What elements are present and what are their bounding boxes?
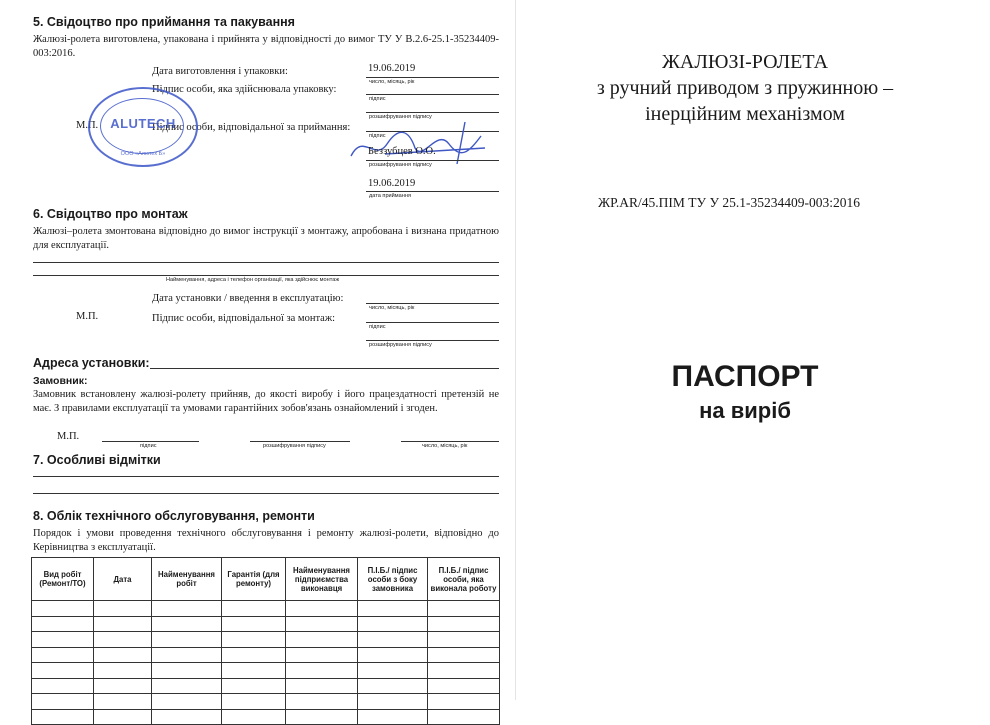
acceptance-date-line [366, 191, 499, 192]
table-cell [222, 678, 286, 694]
product-title: ЖАЛЮЗІ-РОЛЕТА [661, 51, 829, 73]
table-cell [286, 601, 358, 617]
table-cell [428, 632, 500, 648]
stamp-logo-text: ALUTECH [110, 116, 176, 131]
section-8-text: Порядок і умови проведення технічного обслуговування і ремонту жалюзі-ролети, відповідно до Керівництва з експлуатації. [33, 528, 499, 553]
table-row [32, 601, 500, 617]
installer-name-caption: розшифрування підпису [369, 342, 432, 348]
installer-org-line-2 [33, 275, 499, 276]
company-stamp [88, 87, 198, 167]
table-cell [222, 632, 286, 648]
section-7-heading: 7. Особливі відмітки [33, 453, 161, 467]
table-cell [32, 678, 94, 694]
table-cell [428, 663, 500, 679]
table-cell [286, 663, 358, 679]
table-row [32, 694, 500, 710]
table-cell [152, 709, 222, 725]
installer-signature-label: Підпис особи, відповідальної за монтаж: [152, 313, 335, 324]
column-header: Гарантія (для ремонту) [222, 558, 286, 601]
maintenance-log-body [32, 601, 500, 725]
table-cell [358, 647, 428, 663]
table-cell [152, 647, 222, 663]
table-row [32, 678, 500, 694]
document-subtitle: на виріб [699, 398, 791, 423]
table-cell [222, 694, 286, 710]
acceptor-name-line [366, 160, 499, 161]
table-cell [428, 694, 500, 710]
table-cell [94, 601, 152, 617]
table-cell [222, 663, 286, 679]
manufacture-date-line [366, 77, 499, 78]
table-cell [32, 694, 94, 710]
acceptance-date-caption: дата приймання [369, 193, 411, 199]
table-cell [32, 601, 94, 617]
table-cell [358, 663, 428, 679]
table-cell [286, 632, 358, 648]
table-row [32, 632, 500, 648]
section-5-heading: 5. Свідоцтво про приймання та пакування [33, 15, 295, 29]
table-cell [94, 632, 152, 648]
table-cell [32, 647, 94, 663]
column-header: Найменування підприємства виконавця [286, 558, 358, 601]
packer-signature-caption: підпис [369, 96, 386, 102]
section-5-text: Жалюзі-ролета виготовлена, упакована і прийнята у відповідності до вимог ТУ У В.2.6-25.1-35234409-003:2016. [33, 34, 499, 59]
table-cell [358, 632, 428, 648]
install-stamp-place-mark: М.П. [76, 311, 99, 322]
table-cell [152, 694, 222, 710]
table-cell [94, 647, 152, 663]
customer-label: Замовник: [33, 375, 88, 387]
manufacture-date-caption: число, місяць, рік [369, 79, 415, 85]
table-cell [428, 709, 500, 725]
manufacture-date-value: 19.06.2019 [368, 63, 416, 74]
section-6-text: Жалюзі–ролета змонтована відповідно до вимог інструкції з монтажу, апробована і визнана придатною для експлуатації. [33, 226, 499, 251]
table-cell [94, 678, 152, 694]
installer-signature-line [366, 322, 499, 323]
install-date-caption: число, місяць, рік [369, 305, 415, 311]
manufacture-date-label: Дата виготовлення і упаковки: [152, 66, 288, 77]
customer-date-line [401, 441, 499, 442]
product-subtitle-line-2: інерційним механізмом [645, 103, 845, 125]
document-title: ПАСПОРТ [671, 360, 819, 393]
table-cell [152, 601, 222, 617]
table-cell [286, 694, 358, 710]
product-subtitle-line-1: з ручний приводом з пружинною – [596, 77, 894, 99]
acceptor-name-caption: розшифрування підпису [369, 162, 432, 168]
table-cell [358, 616, 428, 632]
table-cell [94, 694, 152, 710]
table-cell [152, 663, 222, 679]
table-cell [428, 616, 500, 632]
installer-org-caption: Найменування, адреса і телефон організації, яка здійснює монтаж [166, 277, 340, 283]
installation-address-label: Адреса установки: [33, 356, 150, 370]
table-cell [358, 694, 428, 710]
section-6-heading: 6. Свідоцтво про монтаж [33, 207, 188, 221]
table-cell [222, 647, 286, 663]
customer-name-line [250, 441, 350, 442]
table-cell [428, 678, 500, 694]
packer-name-caption: розшифрування підпису [369, 114, 432, 120]
customer-date-caption: число, місяць, рік [422, 443, 468, 449]
table-cell [222, 709, 286, 725]
table-cell [358, 601, 428, 617]
table-cell [286, 647, 358, 663]
column-header: Вид робіт (Ремонт/ТО) [32, 558, 94, 601]
table-cell [152, 616, 222, 632]
table-row [32, 647, 500, 663]
table-cell [286, 616, 358, 632]
column-header: Дата [94, 558, 152, 601]
column-header: П.І.Б./ підпис особи, яка виконала роботу [428, 558, 500, 601]
table-row [32, 709, 500, 725]
notes-line-2 [33, 493, 499, 494]
table-cell [94, 616, 152, 632]
acceptor-signature-caption: підпис [369, 133, 386, 139]
customer-name-caption: розшифрування підпису [263, 443, 326, 449]
installer-signature-caption: підпис [369, 324, 386, 330]
acceptor-name-value: Беззубцев О.О. [368, 146, 436, 157]
table-cell [152, 632, 222, 648]
table-cell [94, 663, 152, 679]
stamp-place-mark: М.П. [76, 120, 99, 131]
table-cell [152, 678, 222, 694]
notes-line-1 [33, 476, 499, 477]
acceptor-signature-label: Підпис особи, відповідальної за приймання: [152, 122, 351, 133]
table-header-row [32, 558, 500, 601]
table-row [32, 616, 500, 632]
table-cell [32, 616, 94, 632]
table-cell [222, 616, 286, 632]
install-date-line [366, 303, 499, 304]
table-cell [32, 663, 94, 679]
table-cell [32, 709, 94, 725]
table-cell [32, 632, 94, 648]
product-spec-code: ЖР.AR/45.ПІМ ТУ У 25.1-35234409-003:2016 [598, 195, 861, 210]
table-cell [286, 678, 358, 694]
installer-org-line-1 [33, 262, 499, 263]
table-cell [286, 709, 358, 725]
install-date-label: Дата установки / введення в експлуатацію: [152, 293, 344, 304]
customer-signature-line [102, 441, 199, 442]
installer-name-line [366, 340, 499, 341]
acceptance-date-value: 19.06.2019 [368, 178, 416, 189]
packer-name-line [366, 112, 499, 113]
customer-statement: Замовник встановлену жалюзі-ролету прийняв, до якості виробу і його працездатності претензій не має. З правилами експлуатації та умовами гарантійних зобов'язань ознайомлений і згоден. [33, 389, 499, 414]
table-cell [358, 678, 428, 694]
table-cell [428, 601, 500, 617]
column-header: Найменування робіт [152, 558, 222, 601]
page-fold [515, 0, 516, 700]
customer-signature-caption: підпис [140, 443, 157, 449]
table-cell [428, 647, 500, 663]
section-8-heading: 8. Облік технічного обслуговування, ремонти [33, 509, 315, 523]
installation-address-line [150, 368, 499, 369]
packer-signature-line [366, 94, 499, 95]
table-row [32, 663, 500, 679]
packer-signature-label: Підпис особи, яка здійснювала упаковку: [152, 84, 337, 95]
stamp-caption: ООО «Алютех Б» [120, 151, 166, 157]
column-header: П.І.Б./ підпис особи з боку замовника [358, 558, 428, 601]
table-cell [94, 709, 152, 725]
customer-stamp-place-mark: М.П. [57, 431, 80, 442]
table-cell [222, 601, 286, 617]
table-cell [358, 709, 428, 725]
